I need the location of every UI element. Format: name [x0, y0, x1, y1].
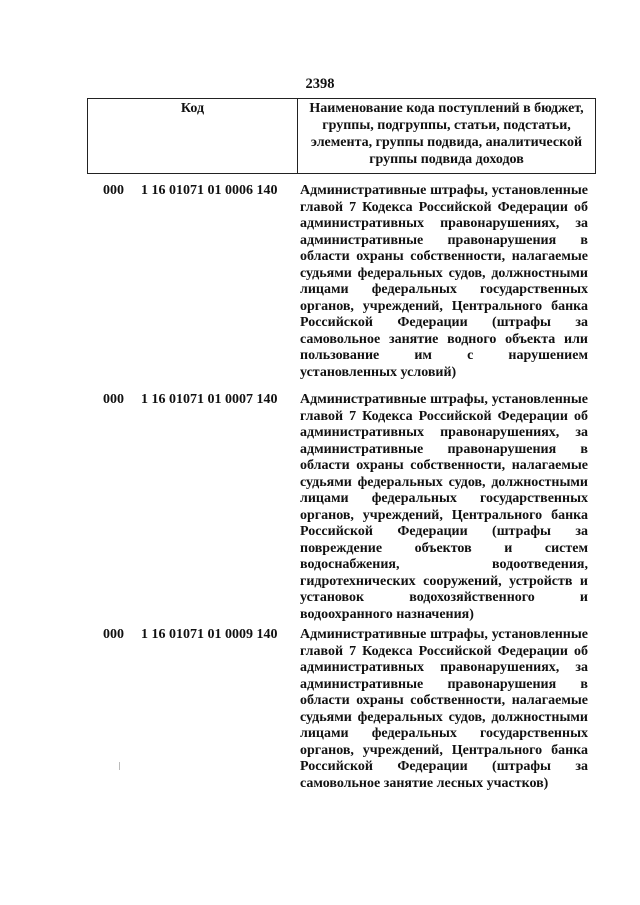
description-line: административные правонарушения в	[300, 232, 588, 248]
description-line: судьями федеральных судов, должностными	[300, 474, 588, 490]
description-line: водоснабжения, водоотведения,	[300, 557, 588, 572]
description-line: органов, учреждений, Центрального банка	[300, 507, 588, 523]
header-table	[87, 98, 596, 174]
description-line: самовольное занятие водного объекта или	[300, 331, 588, 347]
description-line: водоохранного назначения)	[300, 606, 474, 622]
description-line: административных правонарушениях, за	[300, 216, 588, 231]
admin-code: 000	[103, 627, 124, 642]
description-line: лицами федеральных государственных	[300, 282, 588, 297]
revenue-code: 1 16 01071 01 0006 140	[141, 183, 278, 198]
description-line: лицами федеральных государственных	[300, 491, 588, 506]
description-line: установок водохозяйственного и	[300, 590, 588, 605]
page-number: 2398	[305, 76, 335, 92]
description-line: главой 7 Кодекса Российской Федерации об	[300, 408, 588, 424]
revenue-description	[300, 183, 588, 381]
description-line: судьями федеральных судов, должностными	[300, 709, 588, 725]
description-line: органов, учреждений, Центрального банка	[300, 298, 588, 314]
description-line: административные правонарушения в	[300, 441, 588, 457]
description-line: пользование им с нарушением	[300, 348, 588, 363]
admin-code: 000	[103, 392, 124, 407]
header-name-cell: Наименование кода поступлений в бюджет, группы, подгруппы, статьи, подстатьи, элемента, группы подвида, аналитической группы подвида доходов	[298, 99, 596, 174]
description-line: гидротехнических сооружений, устройств и	[300, 573, 588, 589]
scan-speck	[119, 762, 120, 770]
description-line: повреждение объектов и систем	[300, 540, 588, 556]
description-line: лицами федеральных государственных	[300, 726, 588, 741]
description-line: главой 7 Кодекса Российской Федерации об	[300, 199, 588, 215]
description-line: административных правонарушениях, за	[300, 425, 588, 440]
description-line: Российской Федерации (штрафы за	[300, 315, 588, 330]
description-line: Административные штрафы, установленные	[300, 627, 588, 642]
description-line: области охраны собственности, налагаемые	[300, 458, 588, 473]
description-line: области охраны собственности, налагаемые	[300, 249, 588, 264]
revenue-code: 1 16 01071 01 0009 140	[141, 627, 278, 642]
header-row	[88, 99, 596, 174]
description-line: Российской Федерации (штрафы за	[300, 759, 588, 774]
description-line: Российской Федерации (штрафы за	[300, 524, 588, 539]
description-line: области охраны собственности, налагаемые	[300, 693, 588, 708]
description-line: Административные штрафы, установленные	[300, 183, 588, 198]
description-line: административных правонарушениях, за	[300, 660, 588, 675]
revenue-code: 1 16 01071 01 0007 140	[141, 392, 278, 407]
header-code-cell: Код	[88, 99, 298, 174]
description-line: административные правонарушения в	[300, 676, 588, 692]
description-line: судьями федеральных судов, должностными	[300, 265, 588, 281]
revenue-description	[300, 627, 588, 792]
revenue-description	[300, 392, 588, 623]
admin-code: 000	[103, 183, 124, 198]
description-line: главой 7 Кодекса Российской Федерации об	[300, 643, 588, 659]
description-line: органов, учреждений, Центрального банка	[300, 742, 588, 758]
description-line: Административные штрафы, установленные	[300, 392, 588, 407]
description-line: самовольное занятие лесных участков)	[300, 775, 549, 791]
description-line: установленных условий)	[300, 364, 457, 380]
